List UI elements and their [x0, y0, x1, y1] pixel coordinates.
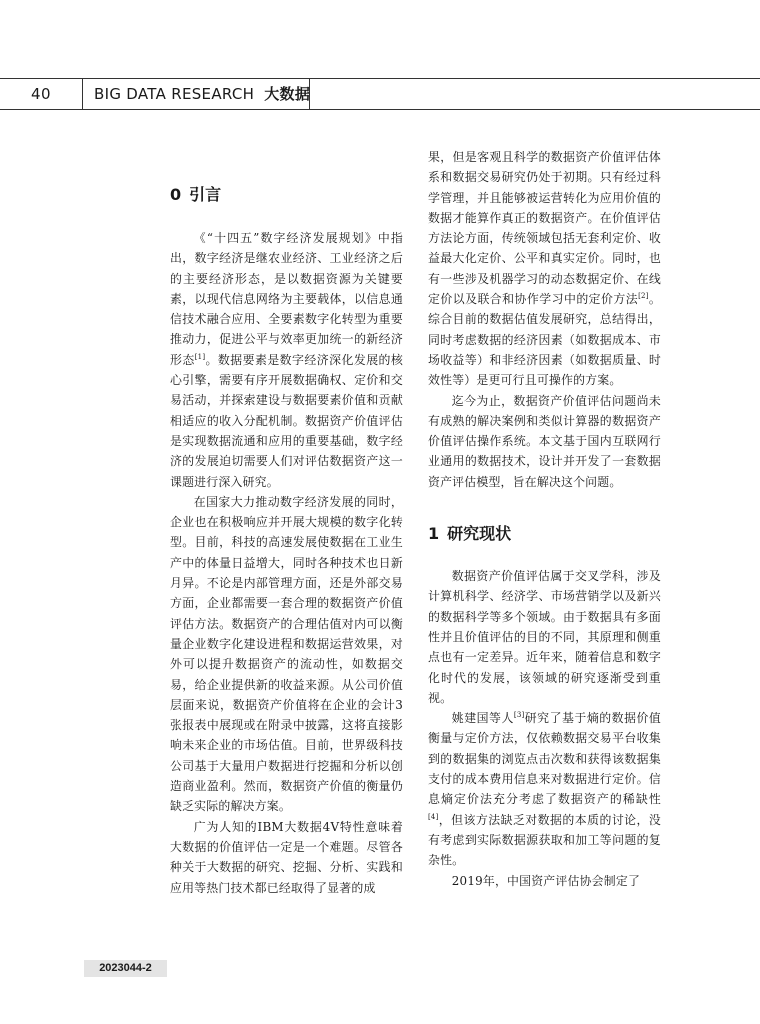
left-column	[170, 147, 403, 898]
intro-paragraph-1	[170, 228, 403, 492]
intro-paragraph-closing: 迄今为止，数据资产价值评估问题尚未有成熟的解决案例和类似计算器的数据资产价值评估操作系统。本文基于国内互联网行业通用的数据技术，设计并开发了一套数据资产评估模型，旨在解决这个问题。	[428, 393, 661, 489]
page-number: 40	[0, 79, 83, 109]
section-1-title: 研究现状	[447, 524, 512, 544]
article-code: 2023044-2	[84, 960, 167, 977]
research-p2-text-c: ，但该方法缺乏对数据的本质的讨论，没有考虑到实际数据源获取和加工等问题的复杂性。	[428, 812, 661, 868]
intro-paragraph-continued	[428, 147, 661, 391]
section-0-heading	[170, 185, 403, 205]
research-p2-text-b: 研究了基于熵的数据价值衡量与定价方法，仅依赖数据交易平台收集到的数据集的浏览点击次数和获得该数据集支付的成本费用信息来对数据进行定价。信息熵定价法充分考虑了数据资产的稀缺性	[428, 711, 661, 807]
right-p1-text-b: 。综合目前的数据估值发展研究，总结得出，同时考虑数据的经济因素（如数据成本、市场收益等）和非经济因素（如数据质量、时效性等）是更可行且可操作的方案。	[428, 292, 662, 388]
journal-title	[82, 79, 310, 109]
research-paragraph-1: 数据资产价值评估属于交叉学科，涉及计算机科学、经济学、市场营销学以及新兴的数据科学等多个领域。由于数据具有多面性并且价值评估的目的不同，其原理和侧重点也有一定差异。近年来，随着信息和数字化时代的发展，该领域的研究逐渐受到重视。	[428, 569, 661, 705]
citation-4: [4]	[428, 812, 439, 821]
intro-paragraph-3: 广为人知的IBM大数据4V特性意味着大数据的价值评估一定是一个难题。尽管各种关于大数据的研究、挖掘、分析、实践和应用等热门技术都已经取得了显著的成	[170, 819, 403, 895]
right-p1-text-a: 果，但是客观且科学的数据资产价值评估体系和数据交易研究仍处于初期。只有经过科学管理，并且能够被运营转化为应用价值的数据才能算作真正的数据资产。在价值评估方法论方面，传统领域包括无套利定价、收益最大化定价、公平和真实定价。同时，也有一些涉及机器学习的动态数据定价、在线定价以及联合和协作学习中的定价方法	[428, 150, 661, 307]
citation-1: [1]	[194, 352, 206, 361]
citation-3: [3]	[513, 711, 525, 720]
journal-title-cn: 大数据	[264, 85, 311, 103]
research-paragraph-2	[428, 708, 661, 870]
intro-p1-text-b: 。数据要素是数字经济深化发展的核心引擎，需要有序开展数据确权、定价和交易活动，并探索建设与数据要素价值和贡献相适应的收入分配机制。数据资产价值评估是实现数据流通和应用的重要基础，数字经济的发展迫切需要人们对评估数据资产这一课题进行深入研究。	[170, 352, 404, 489]
section-0-title: 引言	[189, 185, 222, 204]
section-1-heading	[428, 524, 661, 544]
section-1-number: 1	[428, 524, 440, 544]
right-column	[428, 147, 661, 891]
intro-p1-text-a: 《“十四五”数字经济发展规划》中指出，数字经济是继农业经济、工业经济之后的主要经济形态，是以数据资源为关键要素，以现代信息网络为主要载体，以信息通信技术融合应用、全要素数字化转型为重要推动力，促进公平与效率更加统一的新经济形态	[170, 231, 403, 367]
running-header	[0, 78, 760, 110]
journal-title-en: BIG DATA RESEARCH	[94, 85, 255, 103]
section-0-number: 0	[170, 185, 182, 204]
citation-2: [2]	[638, 292, 649, 301]
intro-paragraph-2: 在国家大力推动数字经济发展的同时，企业也在积极响应并开展大规模的数字化转型。目前，科技的高速发展使数据在工业生产中的体量日益增大，同时各种技术也日新月异。不论是内部管理方面，还是外部交易方面，企业都需要一套合理的数据资产价值评估方法。数据资产的合理估值对内可以衡量企业数字化建设进程和数据运营效果，对外可以提升数据资产的流动性，如数据交易，给企业提供新的收益来源。从公司价值层面来说，数据资产价值将在企业的会计3张报表中展现或在附录中披露，这将直接影响未来企业的市场估值。目前，世界级科技公司基于大量用户数据进行挖掘和分析以创造商业盈利。然而，数据资产价值的衡量仍缺乏实际的解决方案。	[170, 494, 403, 814]
research-p2-text-a: 姚建国等人	[451, 711, 514, 726]
research-paragraph-3: 2019年，中国资产评估协会制定了	[451, 873, 641, 888]
